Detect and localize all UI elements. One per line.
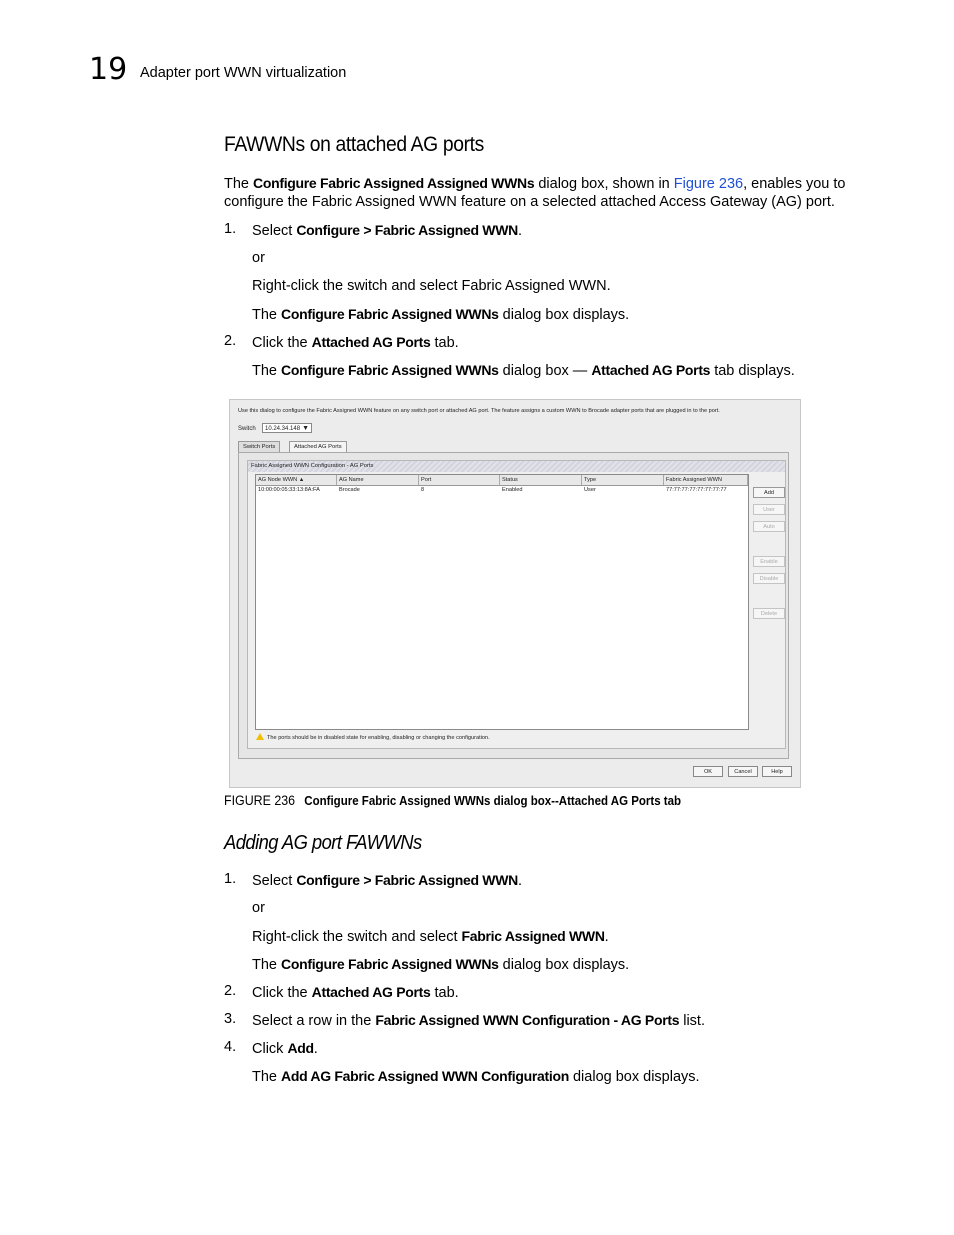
- step-text: dialog box —: [498, 363, 592, 379]
- warning-text: The ports should be in disabled state for enabling, disabling or changing the configuration.: [267, 735, 490, 741]
- figure-link[interactable]: Figure 236: [673, 176, 744, 192]
- step-text: tab.: [430, 335, 459, 351]
- step-number: 2.: [224, 983, 237, 999]
- table-cell: Brocade: [339, 487, 360, 493]
- column-header[interactable]: Type: [582, 475, 664, 485]
- step-bold: Configure > Fabric Assigned WWN: [296, 872, 518, 888]
- group-title: Fabric Assigned WWN Configuration - AG Ports: [248, 461, 785, 472]
- table-cell: Enabled: [502, 487, 523, 493]
- delete-button[interactable]: Delete: [753, 608, 785, 619]
- figure-caption-label: FIGURE 236: [224, 793, 296, 808]
- column-header[interactable]: AG Node WWN ▲: [256, 475, 337, 485]
- section-title: FAWWNs on attached AG ports: [224, 133, 484, 156]
- rightclick-text: Right-click the switch and select Fabric Assigned WWN.: [252, 278, 611, 294]
- switch-select[interactable]: [262, 423, 312, 433]
- intro-text: dialog box, shown in: [534, 176, 674, 192]
- rightclick-text: [252, 927, 609, 947]
- step-text: The: [252, 307, 282, 323]
- displays-text: [252, 305, 629, 325]
- step-text: .: [604, 929, 609, 945]
- step-bold: Configure Fabric Assigned WWNs: [281, 306, 499, 322]
- sub-step-3-text: [252, 1011, 705, 1031]
- step-bold: Attached AG Ports: [311, 984, 431, 1000]
- figure-caption: [224, 793, 681, 808]
- tab-panel: [238, 452, 789, 759]
- or-text: or: [252, 900, 265, 916]
- disable-button[interactable]: Disable: [753, 573, 785, 584]
- sub-step-1-text: [252, 871, 522, 891]
- step-text: list.: [679, 1013, 705, 1029]
- table-cell: 8: [421, 487, 425, 493]
- intro-text: The: [224, 176, 254, 192]
- intro-bold: Configure Fabric Assigned Assigned WWNs: [253, 175, 535, 191]
- ok-button[interactable]: OK: [693, 766, 723, 777]
- displays-text: [252, 955, 629, 975]
- step-bold: Configure > Fabric Assigned WWN: [296, 222, 518, 238]
- step-number: 3.: [224, 1011, 237, 1027]
- step-text: dialog box displays.: [568, 1069, 700, 1085]
- intro-text: , enables you to: [743, 176, 846, 192]
- tab-switch-ports[interactable]: Switch Ports: [238, 441, 280, 453]
- column-header[interactable]: Fabric Assigned WWN: [664, 475, 748, 485]
- column-header[interactable]: Port: [419, 475, 500, 485]
- displays-add-text: [252, 1067, 700, 1087]
- column-header[interactable]: Status: [500, 475, 582, 485]
- dialog-info-text: Use this dialog to configure the Fabric Assigned WWN feature on any switch port or attached AG port. The feature assigns a custom WWN to Brocade adapter ports that are plugged in to the port.: [238, 408, 720, 414]
- auto-button[interactable]: Auto: [753, 521, 785, 532]
- chapter-title: Adapter port WWN virtualization: [140, 65, 347, 81]
- step-bold: Configure Fabric Assigned WWNs: [281, 362, 499, 378]
- step-text: Select a row in the: [252, 1013, 376, 1029]
- step-1-text: [252, 221, 522, 241]
- step-number: 1.: [224, 871, 237, 887]
- step-text: Click: [252, 1041, 288, 1057]
- step-text: .: [517, 873, 522, 889]
- step-number: 2.: [224, 333, 237, 349]
- add-button[interactable]: Add: [753, 487, 785, 498]
- sub-step-4-text: [252, 1039, 318, 1059]
- step-text: dialog box displays.: [498, 307, 630, 323]
- enable-button[interactable]: Enable: [753, 556, 785, 567]
- warning-message: [256, 733, 490, 741]
- or-text: or: [252, 250, 265, 266]
- cancel-button[interactable]: Cancel: [728, 766, 758, 777]
- step-bold: Attached AG Ports: [591, 362, 711, 378]
- step-text: .: [313, 1041, 318, 1057]
- step-text: Right-click the switch and select: [252, 929, 462, 945]
- figure-caption-text: Configure Fabric Assigned WWNs dialog box--Attached AG Ports tab: [304, 794, 682, 808]
- tab-attached-ag-ports[interactable]: Attached AG Ports: [289, 441, 347, 453]
- step-bold: Attached AG Ports: [311, 334, 431, 350]
- step-text: Select: [252, 873, 297, 889]
- chevron-down-icon: ▼: [302, 425, 309, 432]
- step-number: 1.: [224, 221, 237, 237]
- table-cell: 77:77:77:77:77:77:77:77: [666, 487, 727, 493]
- table-header: [256, 475, 748, 486]
- step-text: dialog box displays.: [498, 957, 630, 973]
- step-text: tab.: [430, 985, 459, 1001]
- ag-ports-group: [247, 460, 786, 749]
- step-bold: Add: [287, 1040, 314, 1056]
- step-text: The: [252, 1069, 282, 1085]
- switch-label: Switch: [238, 426, 256, 432]
- user-button[interactable]: User: [753, 504, 785, 515]
- step-text: Click the: [252, 335, 312, 351]
- help-button[interactable]: Help: [762, 766, 792, 777]
- step-bold: Fabric Assigned WWN Configuration - AG Ports: [375, 1012, 680, 1028]
- step-2-text: [252, 333, 459, 353]
- displays-tab-text: [252, 361, 795, 381]
- step-text: tab displays.: [710, 363, 795, 379]
- dialog-screenshot: [229, 399, 801, 788]
- intro-line-1: [224, 174, 845, 194]
- switch-select-value: 10.24.34.148: [265, 426, 301, 432]
- table-cell: User: [584, 487, 596, 493]
- step-text: .: [517, 223, 522, 239]
- step-number: 4.: [224, 1039, 237, 1055]
- step-text: The: [252, 363, 282, 379]
- step-bold: Configure Fabric Assigned WWNs: [281, 956, 499, 972]
- step-text: Click the: [252, 985, 312, 1001]
- column-header[interactable]: AG Name: [337, 475, 419, 485]
- step-bold: Fabric Assigned WWN: [461, 928, 605, 944]
- warning-icon: [256, 733, 264, 740]
- sort-asc-icon: ▲: [298, 477, 305, 483]
- step-text: Select: [252, 223, 297, 239]
- sub-step-2-text: [252, 983, 459, 1003]
- step-text: The: [252, 957, 282, 973]
- ag-ports-table: [255, 474, 749, 730]
- table-cell: 10:00:00:05:33:13:8A:FA: [258, 487, 320, 493]
- subsection-title: Adding AG port FAWWNs: [224, 832, 422, 854]
- intro-line-2: configure the Fabric Assigned WWN feature on a selected attached Access Gateway (AG) port.: [224, 194, 835, 210]
- step-bold: Add AG Fabric Assigned WWN Configuration: [281, 1068, 569, 1084]
- chapter-number: 19: [89, 52, 128, 87]
